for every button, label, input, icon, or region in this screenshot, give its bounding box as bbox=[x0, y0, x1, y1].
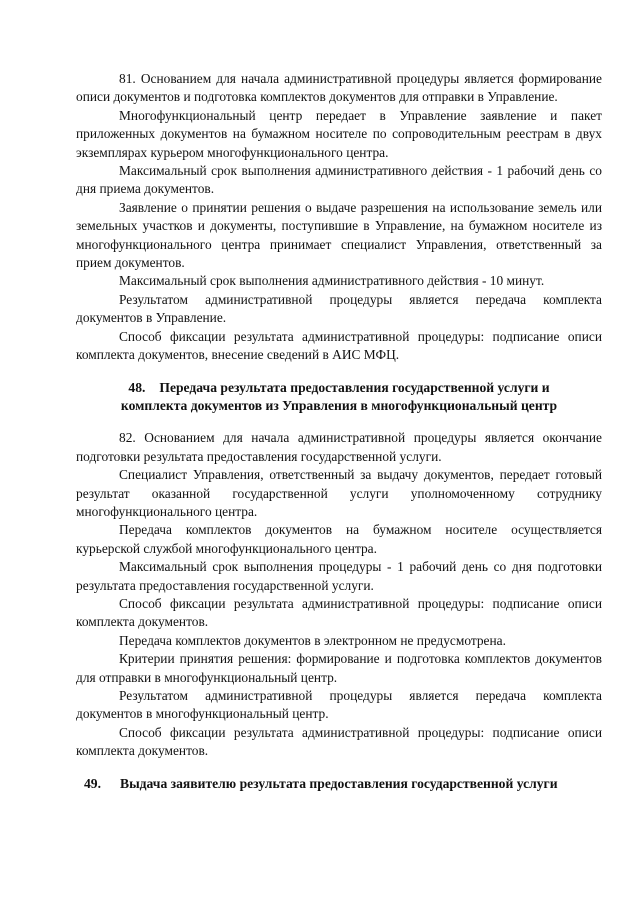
section-48-heading bbox=[76, 379, 602, 416]
paragraph: Специалист Управления, ответственный за выдачу документов, передает готовый результат оказанной государственной услуги уполномоченному сотруднику многофункционального центра. bbox=[76, 467, 602, 519]
paragraph: Многофункциональный центр передает в Управление заявление и пакет приложенных документов на бумажном носителе по сопроводительным реестрам в двух экземплярах курьером многофункционального центра. bbox=[76, 107, 602, 160]
section-heading-line bbox=[76, 775, 602, 793]
paragraph: Способ фиксации результата административной процедуры: подписание описи комплекта документов. bbox=[76, 724, 602, 759]
paragraph: Способ фиксации результата административной процедуры: подписание описи комплекта документов, внесение сведений в АИС МФЦ. bbox=[76, 328, 602, 363]
paragraph: Передача комплектов документов на бумажном носителе осуществляется курьерской службой многофункционального центра. bbox=[76, 522, 602, 556]
paragraph: Заявление о принятии решения о выдаче разрешения на использование земель или земельных участков и документы, поступившие в Управление, на бумажном носителе из многофункционального центра принимает специалист Управления, ответственный за прием документов. bbox=[76, 199, 602, 271]
section-title: Выдача заявителю результата предоставления государственной услуги bbox=[120, 775, 558, 791]
section-title-line1: Передача результата предоставления государственной услуги и bbox=[159, 379, 550, 395]
paragraph: 81. Основанием для начала административной процедуры является формирование описи документов и подготовка комплектов документов для отправки в Управление. bbox=[76, 71, 602, 105]
section-49-heading bbox=[76, 775, 602, 793]
section-top bbox=[76, 70, 602, 365]
paragraph: Результатом административной процедуры является передача комплекта документов в многофункциональный центр. bbox=[76, 688, 602, 722]
section-number: 48. bbox=[128, 379, 146, 395]
paragraph: Критерии принятия решения: формирование и подготовка комплектов документов для отправки в многофункциональный центр. bbox=[76, 651, 602, 685]
paragraph: Максимальный срок выполнения административного действия - 10 минут. bbox=[119, 273, 545, 289]
paragraph: Результатом административной процедуры является передача комплекта документов в Управление. bbox=[76, 291, 602, 326]
document-page bbox=[76, 70, 602, 793]
section-number: 49. bbox=[84, 775, 101, 791]
paragraph: Максимальный срок выполнения процедуры - 1 рабочий день со дня подготовки результата предоставления государственной услуги. bbox=[76, 559, 602, 593]
paragraph: 82. Основанием для начала административной процедуры является окончание подготовки результата предоставления государственной услуги. bbox=[76, 430, 602, 464]
paragraph: Передача комплектов документов в электронном не предусмотрена. bbox=[119, 632, 506, 648]
section-heading-line bbox=[76, 379, 602, 397]
section-48-body bbox=[76, 429, 602, 760]
paragraph: Способ фиксации результата административной процедуры: подписание описи комплекта документов. bbox=[76, 595, 602, 630]
section-title-line2: комплекта документов из Управления в многофункциональный центр bbox=[120, 397, 558, 413]
paragraph: Максимальный срок выполнения административного действия - 1 рабочий день со дня приема документов. bbox=[76, 163, 602, 197]
